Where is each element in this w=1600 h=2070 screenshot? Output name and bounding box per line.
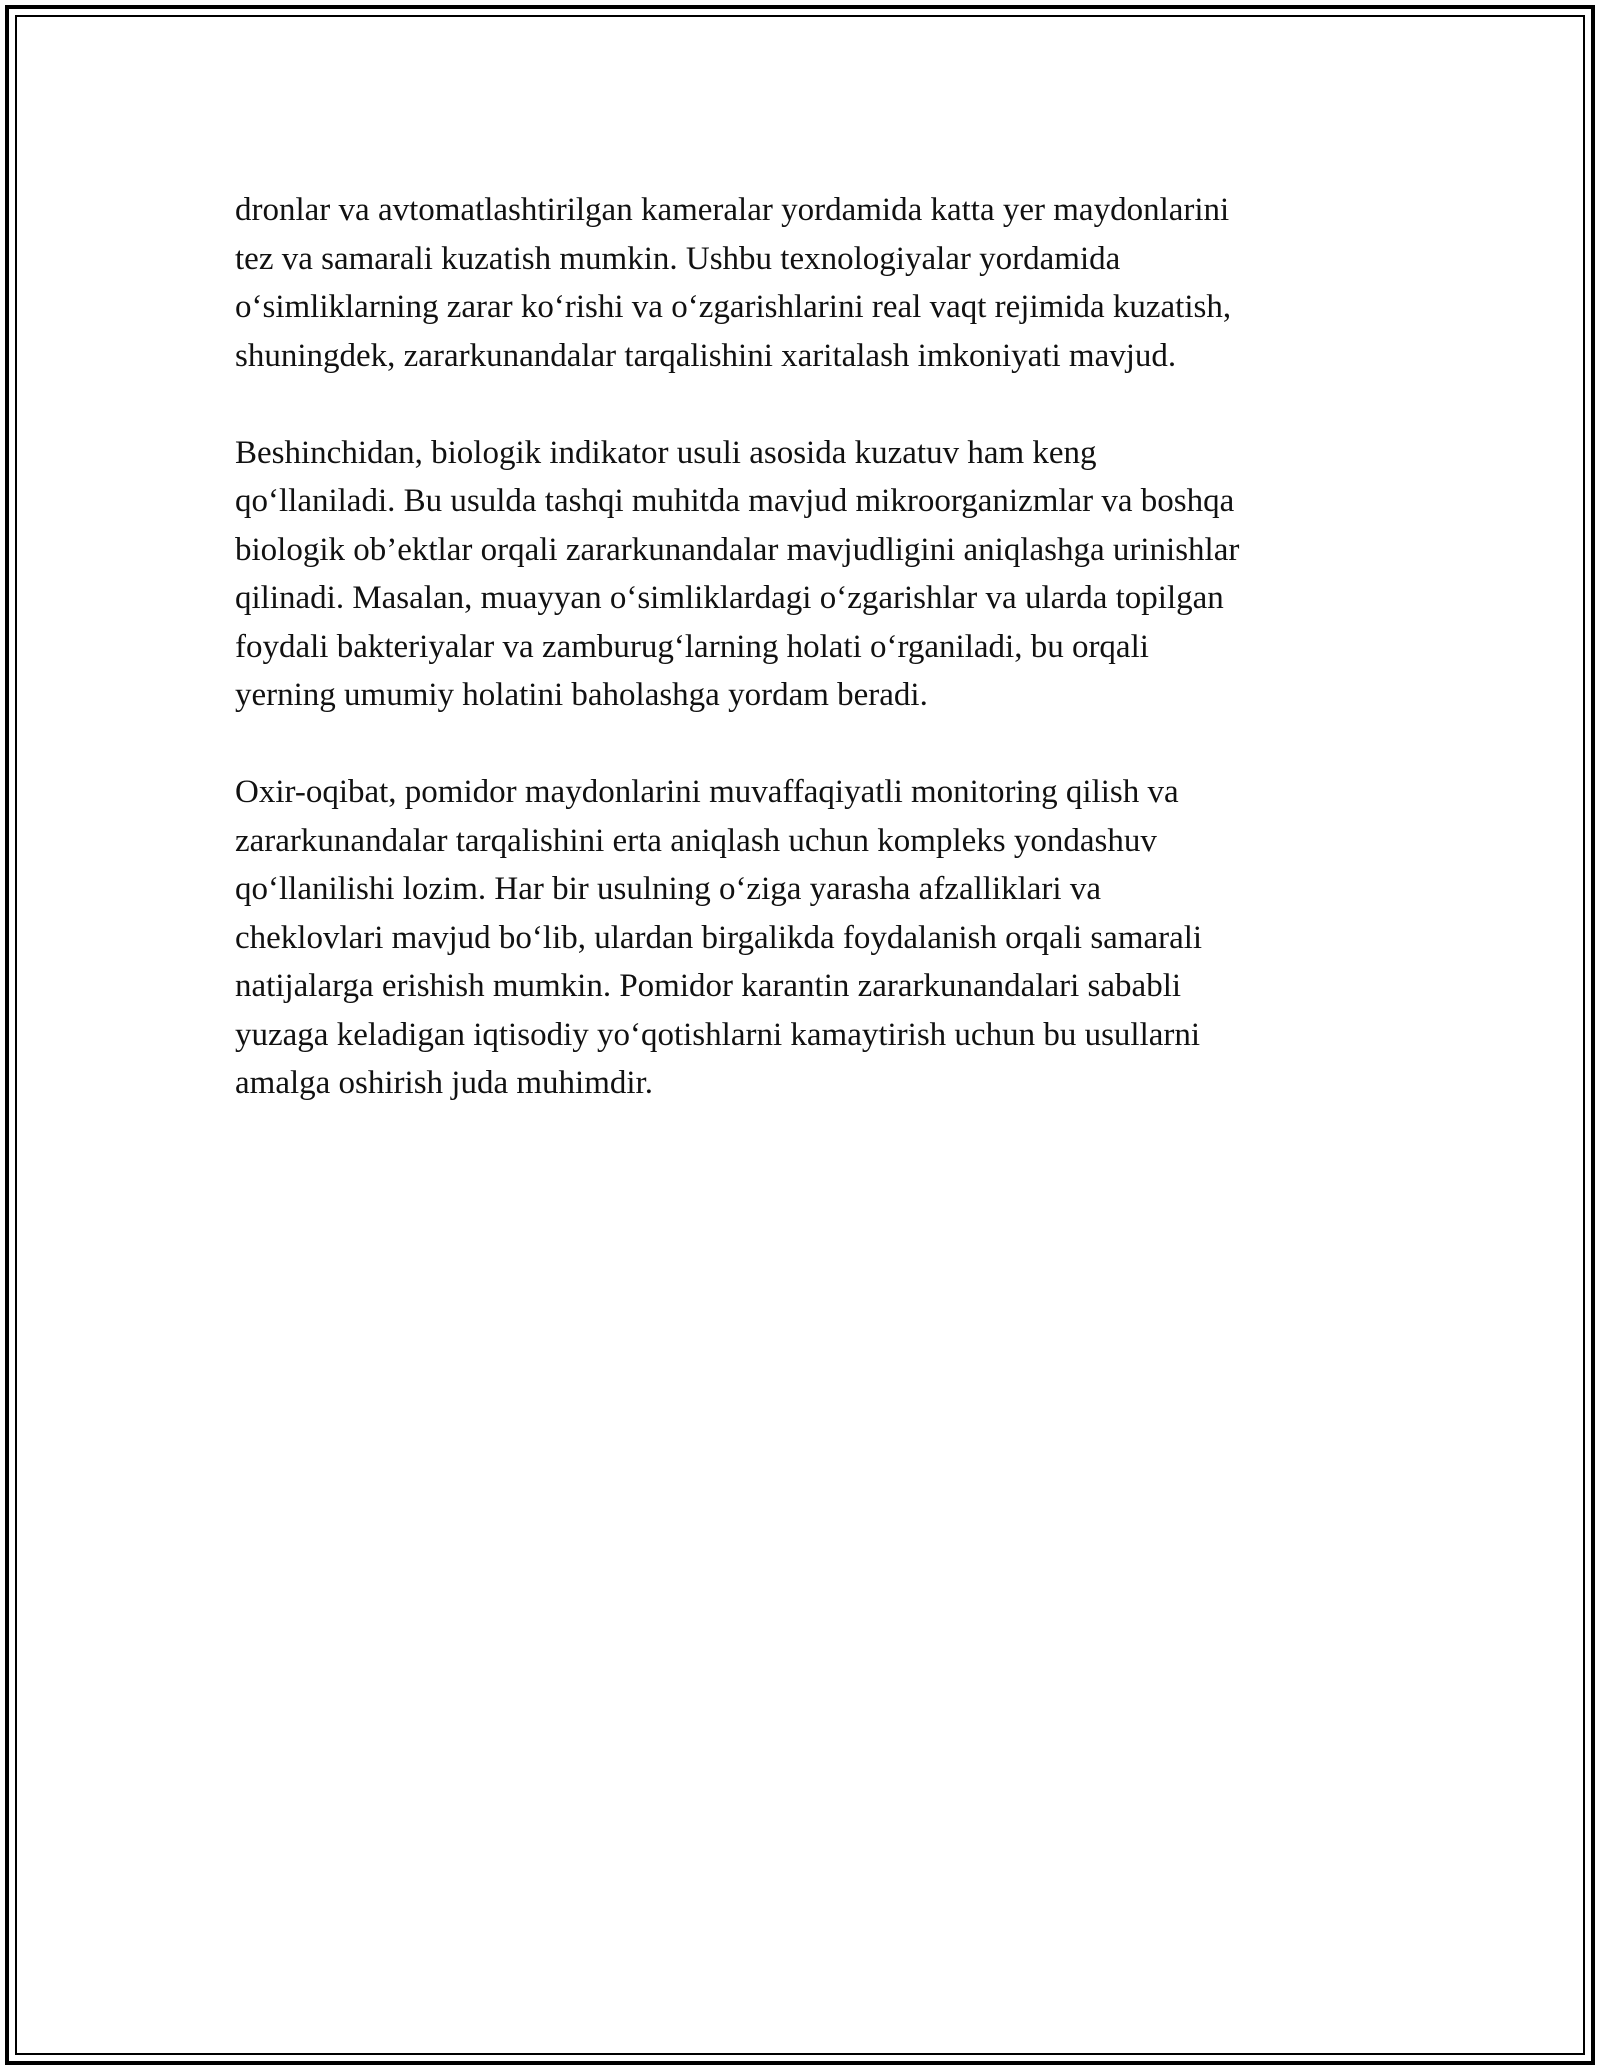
paragraph-conclusion — [235, 768, 1365, 1108]
text-line: yuzaga keladigan iqtisodiy yo‘qotishlarni kamaytirish uchun bu usullarni — [235, 1016, 1201, 1053]
text-line: zararkunandalar tarqalishini erta aniqlash uchun kompleks yondashuv — [235, 822, 1157, 859]
paragraph-biological-indicator — [235, 429, 1365, 720]
text-line: qo‘llaniladi. Bu usulda tashqi muhitda mavjud mikroorganizmlar va boshqa — [235, 483, 1235, 519]
text-line: o‘simliklarning zarar ko‘rishi va o‘zgarishlarini real vaqt rejimida kuzatish, — [235, 289, 1232, 325]
paragraph-drone-monitoring — [235, 186, 1365, 380]
text-line: shuningdek, zararkunandalar tarqalishini xaritalash imkoniyati mavjud. — [235, 337, 1177, 374]
text-line: yerning umumiy holatini baholashga yordam beradi. — [235, 677, 928, 713]
text-line: dronlar va avtomatlashtirilgan kameralar yordamida katta yer maydonlarini — [235, 192, 1230, 228]
text-line: amalga oshirish juda muhimdir. — [235, 1065, 653, 1101]
text-line: Beshinchidan, biologik indikator usuli asosida kuzatuv ham keng — [235, 434, 1097, 471]
text-line: tez va samarali kuzatish mumkin. Ushbu texnologiyalar yordamida — [235, 240, 1121, 277]
document-body — [235, 186, 1365, 1156]
text-line: qilinadi. Masalan, muayyan o‘simliklardagi o‘zgarishlar va ularda topilgan — [235, 580, 1224, 616]
text-line: qo‘llanilishi lozim. Har bir usulning o‘ziga yarasha afzalliklari va — [235, 871, 1101, 907]
text-line: Oxir-oqibat, pomidor maydonlarini muvaffaqiyatli monitoring qilish va — [235, 774, 1179, 810]
text-line: foydali bakteriyalar va zamburug‘larning holati o‘rganiladi, bu orqali — [235, 628, 1149, 665]
text-line: biologik ob’ektlar orqali zararkunandalar mavjudligini aniqlashga urinishlar — [235, 531, 1240, 568]
text-line: cheklovlari mavjud bo‘lib, ulardan birgalikda foydalanish orqali samarali — [235, 919, 1203, 956]
text-line: natijalarga erishish mumkin. Pomidor karantin zararkunandalari sababli — [235, 968, 1182, 1004]
